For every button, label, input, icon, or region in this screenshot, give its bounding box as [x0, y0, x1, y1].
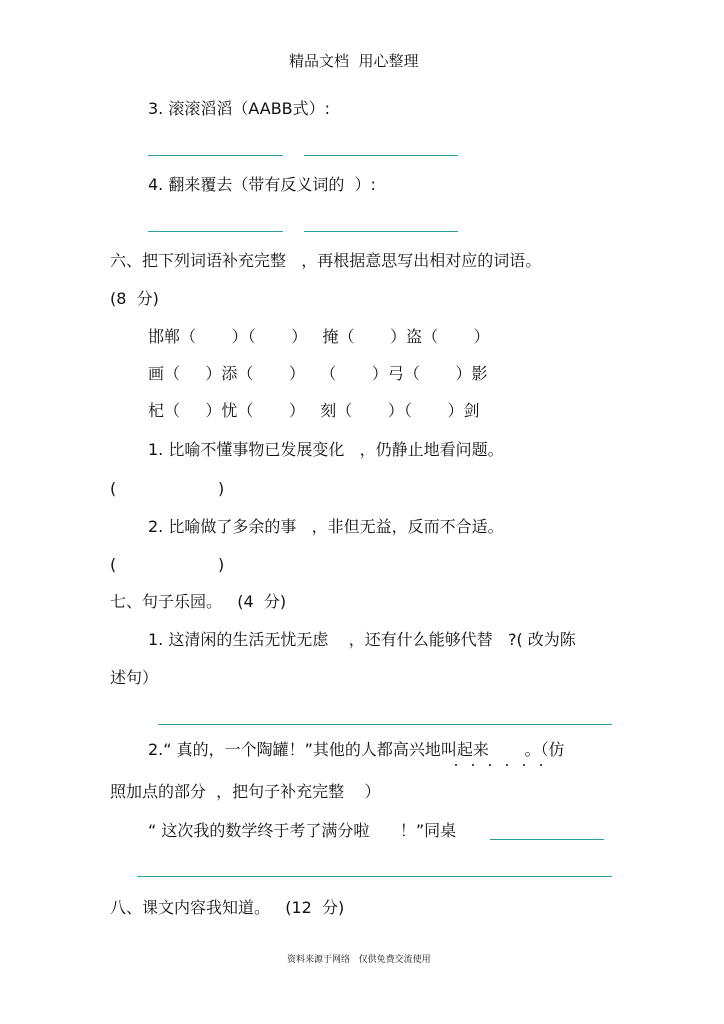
answer-line[interactable] [490, 839, 604, 840]
sentence-2-prompt: “ 这次我的数学终于考了满分啦 ！”同桌 [148, 821, 457, 840]
page-header: 精品文档 用心整理 [289, 52, 419, 70]
answer-line[interactable] [137, 876, 612, 877]
section-6-score: (8 分) [110, 289, 159, 308]
meaning-2-answer[interactable]: ( ) [110, 555, 225, 574]
answer-line[interactable] [304, 231, 458, 232]
meaning-2: 2. 比喻做了多余的事 ，非但无益，反而不合适。 [148, 517, 504, 536]
answer-line[interactable] [148, 155, 283, 156]
emphasis-dot [506, 764, 508, 766]
section-8-heading: 八、课文内容我知道。 (12 分) [110, 898, 345, 917]
idiom-row-2: 画（ ）添（ ） （ ）弓（ ）影 [148, 364, 488, 383]
item-4-prompt: 4. 翻来覆去（带有反义词的 ）: [148, 175, 376, 194]
sentence-2-line-2: 照加点的部分 ，把句子补充完整 ） [110, 782, 381, 801]
idiom-row-1: 邯郸（ ）（ ） 掩（ ）盗（ ） [148, 327, 490, 346]
emphasis-dot [523, 764, 525, 766]
emphasis-dot [472, 764, 474, 766]
answer-line[interactable] [158, 724, 612, 725]
idiom-row-3: 杞（ ）忧（ ） 刻（ ）（ ）剑 [148, 401, 480, 420]
answer-line[interactable] [148, 231, 283, 232]
meaning-1: 1. 比喻不懂事物已发展变化 ，仍静止地看问题。 [148, 440, 504, 459]
section-6-heading: 六、把下列词语补充完整 ，再根据意思写出相对应的词语。 [110, 251, 542, 270]
answer-line[interactable] [304, 155, 458, 156]
sentence-1-line-1: 1. 这清闲的生活无忧无虑 ，还有什么能够代替 ?( 改为陈 [148, 630, 576, 649]
meaning-1-answer[interactable]: ( ) [110, 479, 225, 498]
page-footer: 资料来源于网络 仅供免费交流使用 [287, 955, 431, 965]
section-7-heading: 七、句子乐园。 (4 分) [110, 592, 287, 611]
emphasis-dot [540, 764, 542, 766]
sentence-1-line-2: 述句） [110, 668, 159, 687]
emphasis-dot [455, 764, 457, 766]
sentence-2-line-1: 2.“ 真的，一个陶罐！”其他的人都高兴地叫起来 。（仿 [148, 740, 565, 759]
emphasis-dot [489, 764, 491, 766]
item-3-prompt: 3. 滚滚滔滔（AABB式）: [148, 99, 331, 118]
